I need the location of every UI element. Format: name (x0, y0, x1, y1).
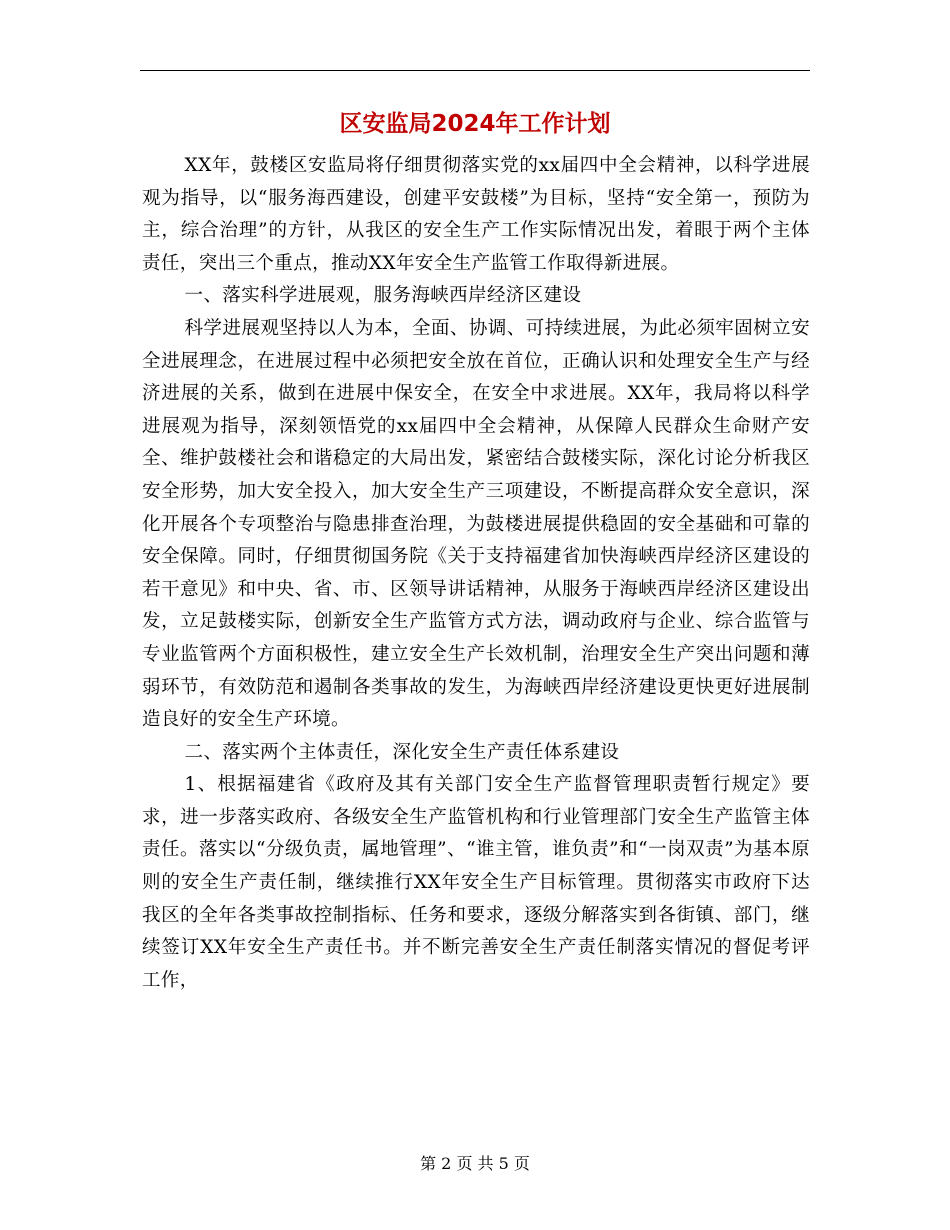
document-title: 区安监局2024年工作计划 (339, 111, 611, 137)
paragraph-item-1: 1、根据福建省《政府及其有关部门安全生产监督管理职责暂行规定》要求，进一步落实政府、各级安全生产监管机构和行业管理部门安全生产监管主体责任。落实以“分级负责，属地管理”、“谁主管，谁负责”和“一岗双责”为基本原则的安全生产责任制，继续推行XX年安全生产目标管理。贯彻落实市政府下达我区的全年各类事故控制指标、任务和要求，逐级分解落实到各街镇、部门，继续签订XX年安全生产责任书。并不断完善安全生产责任制落实情况的督促考评工作， (142, 774, 810, 991)
document-body (142, 150, 810, 997)
page-number: 第 2 页 共 5 页 (420, 1154, 530, 1173)
section-heading-2: 二、落实两个主体责任，深化安全生产责任体系建设 (184, 741, 620, 763)
section-heading-1: 一、落实科学进展观，服务海峡西岸经济区建设 (184, 285, 582, 307)
paragraph-section-1: 科学进展观坚持以人为本，全面、协调、可持续进展，为此必须牢固树立安全进展理念，在进展过程中必须把安全放在首位，正确认识和处理安全生产与经济进展的关系，做到在进展中保安全，在安全中求进展。XX年，我局将以科学进展观为指导，深刻领悟党的xx届四中全会精神，从保障人民群众生命财产安全、维护鼓楼社会和谐稳定的大局出发，紧密结合鼓楼实际，深化讨论分析我区安全形势，加大安全投入，加大安全生产三项建设，不断提高群众安全意识，深化开展各个专项整治与隐患排查治理，为鼓楼进展提供稳固的安全基础和可靠的安全保障。同时，仔细贯彻国务院《关于支持福建省加快海峡西岸经济区建设的若干意见》和中央、省、市、区领导讲话精神，从服务于海峡西岸经济区建设出发，立足鼓楼实际，创新安全生产监管方式方法，调动政府与企业、综合监管与专业监管两个方面积极性，建立安全生产长效机制，治理安全生产突出问题和薄弱环节，有效防范和遏制各类事故的发生，为海峡西岸经济建设更快更好进展制造良好的安全生产环境。 (142, 317, 810, 731)
paragraph-intro: XX年，鼓楼区安监局将仔细贯彻落实党的xx届四中全会精神，以科学进展观为指导，以“服务海西建设，创建平安鼓楼”为目标，坚持“安全第一，预防为主，综合治理”的方针，从我区的安全生产工作实际情况出发，着眼于两个主体责任，突出三个重点，推动XX年安全生产监管工作取得新进展。 (142, 155, 810, 274)
header-rule (140, 70, 810, 71)
